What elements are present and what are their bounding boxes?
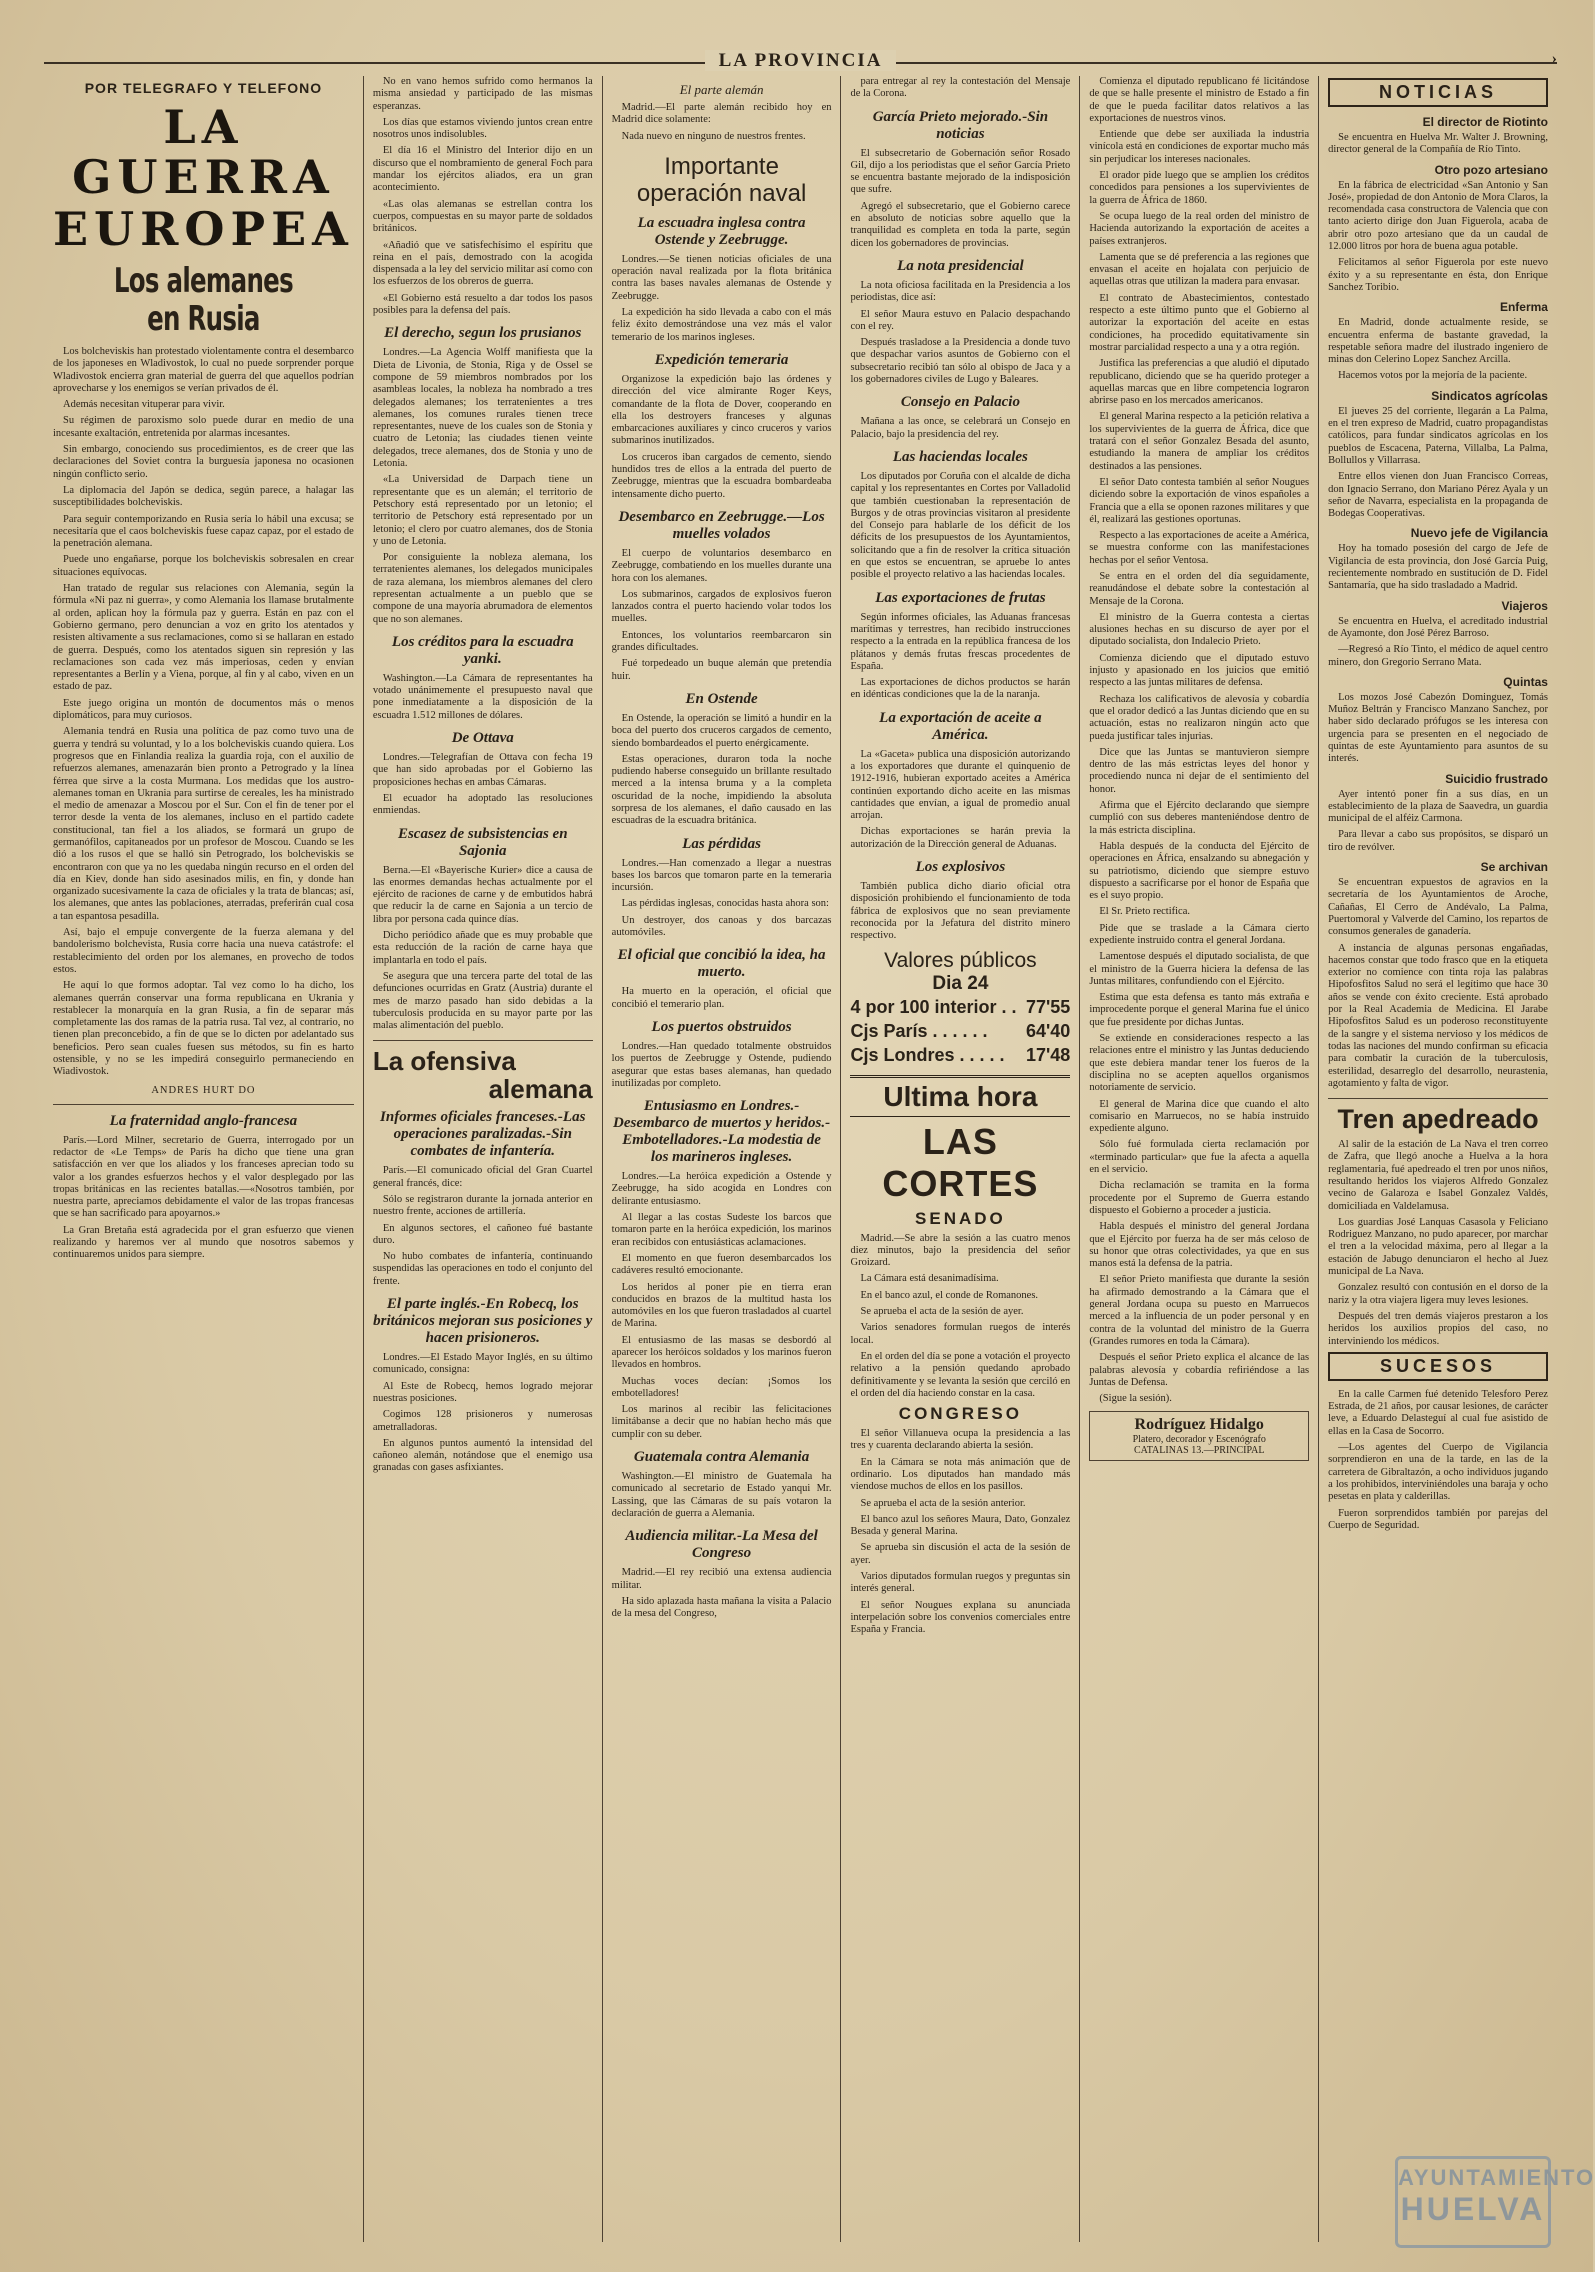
paragraph: El momento en que fueron desembarcados los cadáveres resultó emocionante. xyxy=(611,1252,832,1277)
paragraph: Al Este de Robecq, hemos logrado mejorar nuestras posiciones. xyxy=(372,1380,593,1404)
paragraph: Se extiende en consideraciones respecto a las relaciones entre el ministro y las Juntas deduciendo que este debiera mandar tener los fueros de la disciplina no se acepten aquellos organismos notoriamente de servicio. xyxy=(1089,1033,1310,1094)
paragraph: Rechaza los calificativos de alevosía y cobardía que el orador dedicó a las Juntas diciendo que en su actuación, estas no realizaron ningún acto que pueda justificar tales injurias. xyxy=(1089,693,1310,742)
paragraph: (Sigue la sesión). xyxy=(1099,1393,1172,1405)
paragraph: —Regresó a Río Tinto, el médico de aquel centro minero, don Gregorio Serrano Mata. xyxy=(1328,644,1548,668)
paragraph: Comienza diciendo que el diputado estuvo injusto y apasionado en los juicios que emitió respecto a las juntas militares de defensa. xyxy=(1089,652,1310,689)
article-heading: El oficial que concibió la idea, ha muerto. xyxy=(617,947,826,981)
columns xyxy=(44,76,1595,2242)
paragraph: El señor Maura estuvo en Palacio despachando con el rey. xyxy=(850,308,1071,332)
paragraph: Londres.—Han comenzado a llegar a nuestras bases los barcos que tomaron parte en la temeraria incursión. xyxy=(611,857,832,894)
paragraph: El subsecretario de Gobernación señor Rosado Gil, dijo a los periodistas que el señor García Prieto se encuentra bastante mejorado de la indisposición que sufre. xyxy=(850,147,1071,196)
paragraph: Los mozos José Cabezón Dominguez, Tomás Muñoz Beltrán y Francisco Manzano Sanchez, por haber sido declarado prófugos se les interesa con urgencia para se presenten en el negociado de quintas de este Ayuntamiento para asuntos de su interés. xyxy=(1328,691,1548,765)
article-heading: Las pérdidas xyxy=(682,835,761,852)
article-body xyxy=(373,752,593,817)
paragraph: «Las olas alemanas se estrellan contra los cuerpos, compuestas en su mayor parte de soldados británicos. xyxy=(372,198,593,235)
masthead xyxy=(44,48,1557,70)
paragraph: Fué torpedeado un buque alemán que pretendía huir. xyxy=(611,658,832,682)
article-body xyxy=(850,1233,1070,1401)
market-title: Valores públicos xyxy=(884,948,1037,972)
paragraph: París.—Lord Milner, secretario de Guerra, interrogado por un redactor de «Le Temps» de París ha dicho que tiene una gran satisfacción en ver que los aliados y los franceses aprecian todo su valor a los grandes esfuerzos hechos y el valor desplegado por las tropas británicas en las recientes batallas.—«Nosotros también, por nuestra parte, apreciamos debidamente el valor de las tropas francesas que se han sacrificado para apoyarnos.» xyxy=(53,1134,354,1220)
paragraph: Respecto a las exportaciones de aceite a América, se muestra conforme con las manifestaciones hechas por el señor Ventosa. xyxy=(1089,530,1310,566)
paragraph: Berna.—El «Bayerische Kurier» dice a causa de las enormes demandas hechas actualmente por el ejército de raciones de carne y de embutidos habrá que reducir la de carne en Sajonia a un tercio de libra por persona cada quince días. xyxy=(372,864,593,925)
paragraph: Se asegura que una tercera parte del total de las defunciones ocurridas en Gratz (Austria) durante el mes de marzo pasado han sido debidas a la tuberculosis producida en su mayor parte por las malas alimentación del pueblo. xyxy=(372,970,593,1032)
paragraph: Dice que las Juntas se mantuvieron siempre dentro de las más estrictas leyes del honor y procediendo nunca ni dejar de el sentimiento del honor. xyxy=(1089,746,1310,795)
article-body xyxy=(373,347,593,626)
article-heading: El parte inglés.-En Robecq, los británicos mejoran sus posiciones y hacen prisioneros. xyxy=(373,1296,593,1347)
paragraph: Así, bajo el empuje convergente de la fuerza alemana y del bandolerismo bolchevista, Rusia corre hacia una nueva catástrofe: el restablecimiento del orden por los alemanes, en provecho de todos estos. xyxy=(53,927,354,975)
column-2 xyxy=(364,76,603,2242)
article-body xyxy=(373,1165,593,1288)
paragraph: Londres.—Telegrafían de Ottava con fecha 19 que han sido aprobadas por el Gobierno las proposiciones hechas en ambas Cámaras. xyxy=(372,752,593,788)
paragraph: Se entra en el orden del día seguidamente, reanudándose el debate sobre la contestación al Mensaje de la Corona. xyxy=(1089,570,1310,607)
column-5 xyxy=(1080,76,1319,2242)
paragraph: Entre ellos vienen don Juan Francisco Correas, don Ignacio Serrano, don Mariano Pérez Ayala y un señor de Navarra, especialista en la propaganda de Bodegas Cooperativas. xyxy=(1328,471,1548,520)
article-body xyxy=(612,713,832,828)
divider xyxy=(1328,1098,1548,1099)
paragraph: Mañana a las once, se celebrará un Consejo en Palacio, bajo la presidencia del rey. xyxy=(850,416,1071,440)
paragraph: París.—El comunicado oficial del Gran Cuartel general francés, dice: xyxy=(372,1165,593,1189)
news-item-heading: Se archivan xyxy=(1480,860,1548,875)
paragraph: Madrid.—El parte alemán recibido hoy en Madrid dice solamente: xyxy=(611,102,832,126)
paragraph: Ayer intentó poner fin a sus días, en un establecimiento de la plaza de Saavedra, un guardia municipal de el alféiz Carmona. xyxy=(1328,788,1548,825)
article-body xyxy=(850,416,1070,441)
paragraph: Washington.—La Cámara de representantes ha votado unánimemente el presupuesto naval que pone inmediatamente a la disposición de la escuadra 1.512 millones de dólares. xyxy=(372,672,593,721)
article-heading: En Ostende xyxy=(685,690,758,707)
paragraph: En Ostende, la operación se limitó a hundir en la boca del puerto dos cruceros cargados de cemento, siendo bombardeados el puerto enérgicamente. xyxy=(611,712,832,749)
paragraph: Londres.—La Agencia Wolff manifiesta que la Dieta de Livonia, de Stonia, Riga y de Ossel se compone de 59 miembros nombrados por los asambleas locales, la nobleza ha nombrado a tres delegados alemanes; los terratenientes a tres alemanes, los comunes rurales tienen trece representantes, nueve de los cuales son de Stonia y cuatro de Letonia; las ciudades tienen veinte delegados, trece alemanes, dos de Stonia y uno de Letonia. xyxy=(372,347,593,470)
quote-value: 17'48 xyxy=(1025,1044,1071,1065)
headline-line-2: EUROPEA xyxy=(53,202,354,256)
article-heading: García Prieto mejorado.-Sin noticias xyxy=(872,108,1049,142)
paragraph: El contrato de Abastecimientos, contestado respecto a este último punto que el Gobierno al autorizar la exportación del aceite en estas condiciones, ha procedido equitativamente sin mostrar parcialidad respecto a una y a otra región. xyxy=(1089,292,1310,353)
paragraph: Pide que se traslade a la Cámara cierto expediente instruido contra el general Jordana. xyxy=(1089,922,1310,946)
paragraph: Se encuentran expuestos de agravios en la secretaría de los Ayuntamientos de Aroche, Cañañas, El Cerro de Andévalo, La Palma, Puertomoral y Valverde del Camino, los repartos de consumos generales de ganadería. xyxy=(1328,877,1548,938)
column-4 xyxy=(841,76,1080,2242)
paragraph: El señor Dato contesta también al señor Nougues diciendo sobre la exportación de vinos españoles a Francia que a ella se oponen razones militares y que él, realizará las gestiones oportunas. xyxy=(1089,476,1310,525)
paragraph: Estima que esta defensa es tanto más extraña e improcedente porque el general Marina fue el único que fue presidente por dichas Juntas. xyxy=(1089,992,1310,1028)
article-heading: Guatemala contra Alemania xyxy=(633,1449,810,1466)
paragraph: Se aprueba sin discusión el acta de la sesión de ayer. xyxy=(850,1542,1071,1566)
quote-row xyxy=(850,1019,1070,1043)
article-body xyxy=(850,148,1070,250)
section-headline: Tren apedreado xyxy=(1337,1104,1539,1135)
paragraph: Este juego origina un montón de documentos más o menos diplomáticos, para muy curiosos. xyxy=(53,697,354,722)
article-heading: Los puertos obstruidos xyxy=(651,1018,792,1035)
stamp-line-1: AYUNTAMIENTO xyxy=(1398,2165,1595,2190)
headline-line-1: LA GUERRA xyxy=(72,100,335,204)
article-heading: Las exportaciones de frutas xyxy=(875,589,1046,606)
paragraph: Madrid.—Se abre la sesión a las cuatro menos diez minutos, bajo la presidencia del señor Groizard. xyxy=(850,1232,1071,1269)
paragraph: El banco azul los señores Maura, Dato, Gonzalez Besada y general Marina. xyxy=(850,1513,1071,1538)
paragraph: No en vano hemos sufrido como hermanos la misma ansiedad y participado de las mismas esperanzas. xyxy=(372,76,593,112)
article-heading: Audiencia militar.-La Mesa del Congreso xyxy=(625,1528,818,1562)
article-body xyxy=(850,749,1070,851)
senate-heading: SENADO xyxy=(915,1208,1006,1228)
column-6 xyxy=(1319,76,1595,2242)
column-3 xyxy=(603,76,842,2242)
news-item-heading: Nuevo jefe de Vigilancia xyxy=(1410,526,1548,541)
article-heading: El derecho, segun los prusianos xyxy=(384,325,582,342)
news-item-heading: Enferma xyxy=(1499,300,1548,315)
paragraph: Hacemos votos por la mejoría de la paciente. xyxy=(1338,370,1528,382)
article-heading: La nota presidencial xyxy=(897,257,1024,274)
paragraph: Los diputados por Coruña con el alcalde de dicha capital y los representantes en Cortes por Valladolid que también cuestionaban la representación de Burgos y de otras provincias visitaron al presidente del Consejo para hablarle de los déficit de los déficits de los presupuestos de los Ayuntamientos, solicitando que a fin de resolver la crítica situación en que estos se encuentran, se apruebe lo antes posible el proyecto relativo a las haciendas locales. xyxy=(850,470,1071,581)
article-body xyxy=(612,1567,832,1620)
paragraph: Alemania tendrá en Rusia una política de paz como tuvo una de guerra y tendrá su voluntad, y lo a los bolcheviskis cuando quiera. Los progresos que en Finlandia realiza la guardia roja, con el auxilio de refuerzos alemanes, amenazarán bien pronto a Petrogrado y la línea férrea que sirve a la costa Murmana. Los medidas que los austro-alemanes toman en Ukrania para surtirse de cereales, les ha ministrado el medio de amenazar a Moscou por el Sur. Con el fin de tener por el terror desde la venta de los alemanes, incluso en el partido cadete constitucional, tan fiel a los aliados, se formará un grupo de germanófilos, capitaneados por un profesor de Moscou. Cuando se les dió a los rusos el que se halló sin Petrogrado, los bolcheviskis se encontraron con que ya no les quedaba ningún recurso en el orden del día en Kiev, donde han sido asesinados milis, en fin, y donde han organizado sucesivamente la caza de oficiales y la trata de blancas; así, los alemanes, que antes las poblaciones, aterradas, preferirán cual cosa a tan espantosa pesadilla. xyxy=(53,726,354,922)
paragraph: El general de Marina dice que cuando el alto comisario en Marruecos, no se había instruido expediente alguno. xyxy=(1089,1098,1310,1135)
article-body xyxy=(850,280,1070,386)
article-heading: La escuadra inglesa contra Ostende y Zeebrugge. xyxy=(637,214,806,248)
article-heading: De Ottava xyxy=(451,730,514,747)
paragraph: Puede uno engañarse, porque los bolcheviskis sobresalen en crear situaciones equívocas. xyxy=(53,554,354,578)
section-headline: Importante operación naval xyxy=(636,152,807,207)
paragraph: Madrid.—El rey recibió una extensa audiencia militar. xyxy=(611,1567,832,1591)
article-body xyxy=(53,346,354,1079)
paragraph: La expedición ha sido llevada a cabo con el más feliz éxito demostrándose una vez más el valor temerario de los marinos ingleses. xyxy=(611,307,832,343)
article-heading: Informes oficiales franceses.-Las operaciones paralizadas.-Sin combates de infantería. xyxy=(380,1109,586,1160)
article-heading: La fraternidad anglo-francesa xyxy=(109,1112,298,1129)
paragraph: Ha sido aplazada hasta mañana la visita a Palacio de la mesa del Congreso, xyxy=(611,1595,832,1620)
article-body xyxy=(612,374,832,501)
advertisement xyxy=(1089,1411,1309,1461)
article-body xyxy=(612,1041,832,1090)
article-body xyxy=(373,865,593,1033)
paragraph: Habla después de la conducta del Ejército de operaciones en África, ensalzando su abnegación y su patriotismo, diciendo que siempre estuvo dispuesto a sacrificarse por el honor de España que es el suyo propio. xyxy=(1089,840,1310,902)
paragraph: Londres.—El Estado Mayor Inglés, en su último comunicado, consigna: xyxy=(372,1352,593,1376)
article-heading: Los créditos para la escuadra yanki. xyxy=(391,633,574,667)
article-heading: Las haciendas locales xyxy=(892,448,1028,465)
paragraph: Cogimos 128 prisioneros y numerosas ametralladoras. xyxy=(372,1409,593,1433)
paragraph: En algunos puntos aumentó la intensidad del cañoneo alemán, notándose que el enemigo usa granadas con gases asfixiantes. xyxy=(372,1437,593,1474)
market-quotes xyxy=(850,949,1070,1067)
quote-row xyxy=(850,1043,1070,1067)
article-body xyxy=(373,1352,593,1475)
article-heading: El parte alemán xyxy=(679,82,764,97)
paragraph: Su régimen de paroxismo solo puede durar en medio de una incesante exaltación, entretenida por alarmas incesantes. xyxy=(53,415,354,439)
article-heading: Escasez de subsistencias en Sajonia xyxy=(397,825,568,859)
paragraph: Por consiguiente la nobleza alemana, los terratenientes alemanes, los delegados municipales de raza alemana, los miembros alemanes del clero representan actualmente a un pueblo que se compone de una mayoría abrumadora de elementos que no son alemanes. xyxy=(372,552,593,625)
news-item-heading: Otro pozo artesiano xyxy=(1434,162,1548,177)
paragraph: Para seguir contemporizando en Rusia sería lo hábil una excusa; se necesitaría que el caos bolcheviskis fuese capaz capaz, por el estado de la penetración alemana. xyxy=(53,513,354,550)
article-heading: Expedición temeraria xyxy=(654,351,789,368)
page-mark: › xyxy=(1551,50,1557,67)
paragraph: Los días que estamos viviendo juntos crean entre nosotros unos indisolubles. xyxy=(372,116,593,141)
column-1 xyxy=(44,76,364,2242)
article-body xyxy=(850,612,1070,702)
paragraph: Gonzalez resultó con contusión en el dorso de la nariz y la otra viajera ligera muy leves lesiones. xyxy=(1328,1282,1548,1306)
article-body xyxy=(612,1171,832,1441)
article-body xyxy=(850,881,1070,942)
stamp-line-2: HUELVA xyxy=(1400,2191,1546,2227)
archive-stamp xyxy=(1395,2156,1595,2248)
paragraph: El señor Prieto manifiesta que durante la sesión ha afirmado demostrando a la Cámara que el general Jordana ocupa su puesto en Marruecos merced a la influencia de un poder personal y en contra de la voluntad del ministro de la Guerra (Grandes rumores en toda la Cámara). xyxy=(1089,1274,1310,1347)
paragraph: Habla después el ministro del general Jordana que el Ejército por fuerza ha de ser más celoso de su honor que otras colectividades, ya que en sus manos está la defensa de la patria. xyxy=(1089,1221,1310,1270)
quote-row xyxy=(850,995,1070,1019)
paragraph: En algunos sectores, el cañoneo fué bastante duro. xyxy=(372,1222,593,1246)
paragraph: Lamenta que se dé preferencia a las regiones que envasan el aceite en hojalata con perjuicio de aquellas otras que utilizan la madera para envasar. xyxy=(1089,251,1310,288)
paragraph: Han tratado de regular sus relaciones con Alemania, según la fórmula «Ni paz ni guerra», y como Alemania los llamase brutalmente al orden, aplican hoy la fórmula paz y guerra. Están en paz con el Gobierno germano, pero denuncian a voz en grito los atentados y resisten altivamente a sus reclamaciones, como si se hallaran en estado de guerra. Después, como los atentados siguen sin represión y las reclamaciones son cada vez más imperiosas, ceden y envían representantes a Berlín y a Viena, porque, al fin y al cabo, viven en un estado de paz. xyxy=(53,583,354,693)
article-title: Los alemanes en Rusia xyxy=(113,261,293,339)
paragraph: Los marinos al recibir las felicitaciones limitábanse a decir que no habían hecho más que cumplir con su deber. xyxy=(611,1404,832,1440)
news-item-heading: Suicidio frustrado xyxy=(1445,771,1548,786)
paragraph: Afirma que el Ejército declarando que siempre cumplió con sus deberes manteniéndose dentro de la más estricta disciplina. xyxy=(1089,800,1310,836)
paragraph: «La Universidad de Darpach tiene un representante que es un alemán; el territorio de Petschory está representado por un letonio; el territorio de Petschory está representado por un letonio; el clero por cuatro alemanes, dos de Stonia y uno de Letonia. xyxy=(372,474,593,547)
paragraph: Sólo fué formulada cierta reclamación por «terminado particular» que fue la afecta a aquella en el servicio. xyxy=(1089,1139,1310,1176)
quote-label: Cjs Londres . . . . . xyxy=(850,1044,1005,1065)
paragraph: Lamentose después el diputado socialista, de que el ministro de la Guerra hiciera la defensa de las Juntas militares, confundiendo con el Ejército. xyxy=(1089,951,1310,987)
paragraph: Estas operaciones, duraron toda la noche pudiendo haberse conseguido un brillante resultado merced a la intensa bruma y a la completa oscuridad de la noche, impidiendo la absoluta sorpresa de los alemanes, el daño causado en las escuadras de la escuadra británica. xyxy=(611,753,832,827)
article-body xyxy=(1089,76,1309,1405)
paragraph: Además necesitan vituperar para vivir. xyxy=(63,399,225,411)
paragraph: La «Gaceta» publica una disposición autorizando a los exportadores que durante el quinquenio de 1912-1916, hubieran exportado aceites a América continúen exportando dicho aceite en las mismas cantidades que envían, a igual de promedio anual arrojan. xyxy=(850,748,1071,822)
paragraph: Varios diputados formulan ruegos y preguntas sin interés general. xyxy=(850,1571,1071,1595)
paragraph: Agregó el subsecretario, que el Gobierno carece en absoluto de noticias sobre aquello que la tranquilidad es completa en toda la parte, según dicen los gobernadores de provincias. xyxy=(850,200,1071,249)
paragraph: La nota oficiosa facilitada en la Presidencia a los periodistas, dice así: xyxy=(850,279,1071,304)
paragraph: He aquí lo que formos adoptar. Tal vez como lo ha dicho, los alemanes querrán conservar una forma republicana en Ukrania y restablecer la monarquía en la gran Rusia, a fin de separar más completamente las dos ramas de la patria rusa. Tal vez, al contrario, no tienen plan preconcebido, a fin de que se lo dicten por adelantado sus beneficios. Pero sean cuales fuesen sus métodos, su fin es harto ostensible, y no se les impedirá conseguirlo permaneciendo en Wiadivostok. xyxy=(53,980,354,1078)
paragraph: Londres.—Han quedado totalmente obstruidos los puertos de Zeebrugge y Ostende, pudiendo asegurar que estas bases alemanas, han quedado inutilizadas por completo. xyxy=(611,1040,832,1089)
paragraph: Se aprueba el acta de la sesión anterior. xyxy=(860,1497,1026,1509)
paragraph: Justifica las preferencias a que aludió el diputado republicano, diciendo que se ha querido proteger a aquellas marcas que en libre competencia lograron abrirse paso en los mercados americanos. xyxy=(1089,358,1310,407)
article-body xyxy=(53,1135,354,1262)
sucesos-title: SUCESOS xyxy=(1328,1352,1548,1381)
article-body xyxy=(850,1428,1070,1636)
section-headline: La ofensiva xyxy=(372,1046,516,1077)
paragraph: Nada nuevo en ninguno de nuestros frentes. xyxy=(621,130,806,142)
news-item-heading: Quintas xyxy=(1503,674,1548,689)
paragraph: En la calle Carmen fué detenido Telesforo Perez Estrada, de 21 años, por causar lesiones, de carácter leve, a Eduardo Delasteguí al cual fue asistido de ellas en la Casa de Socorro. xyxy=(1328,1388,1548,1437)
paragraph: En la Cámara se nota más animación que de ordinario. Los diputados han mandado más viendose muchos de ellos en los pasillos. xyxy=(850,1456,1071,1493)
paragraph: El ecuador ha adoptado las resoluciones enmiendas. xyxy=(372,792,593,817)
author-signature: ANDRES HURT DO xyxy=(151,1084,256,1096)
article-body xyxy=(612,102,832,143)
paragraph: El señor Nougues explana su anunciada interpelación sobre los convenios comerciales entre España y Francia. xyxy=(850,1599,1071,1636)
paragraph: Londres.—Se tienen noticias oficiales de una operación naval realizada por la flota británica contra las bases navales alemanas de Ostende y Zeebrugge. xyxy=(611,253,832,302)
paragraph: También publica dicho diario oficial otra disposición prohibiendo el funcionamiento de toda fábrica de explosivos que no sean previamente reconocida por la Jefatura del distrito minero respectivo. xyxy=(850,881,1071,942)
article-body xyxy=(373,673,593,722)
paragraph: En el banco azul, el conde de Romanones. xyxy=(860,1289,1039,1301)
article-heading: Desembarco en Zeebrugge.—Los muelles volados xyxy=(618,508,825,542)
paragraph: Sólo se registraron durante la jornada anterior en nuestro frente, acciones de artillería. xyxy=(372,1194,593,1218)
paragraph: Washington.—El ministro de Guatemala ha comunicado al secretario de Estado yanqui Mr. Lassing, que las Cámaras de su país votaron la declaración de guerra a Alemania. xyxy=(611,1471,832,1519)
paragraph: Dicha reclamación se tramita en la forma procedente por el Supremo de Guerra estando dispuesto el Gobierno a proceder a justicia. xyxy=(1089,1180,1310,1216)
paragraph: La diplomacia del Japón se dedica, según parece, a halagar las susceptibilidades bolcheviskis. xyxy=(53,484,354,509)
cortes-headline: LAS CORTES xyxy=(882,1120,1039,1204)
paragraph: Sin embargo, conociendo sus procedimientos, es de creer que las declaraciones del Soviet contra la burguesía japonesa no ocasionen ningún conflicto serio. xyxy=(53,444,354,480)
paragraph: El jueves 25 del corriente, llegarán a La Palma, en el tren expreso de Madrid, cuatro propagandistas católicos, para fundar sindicatos agrícolas en los pueblos de Escacena, Paterna, Villalba, La Palma, Bollullos y Villarrasa. xyxy=(1328,405,1548,466)
paragraph: En Madrid, donde actualmente reside, se encuentra enferma de bastante gravedad, la respetable señora madre del ilustrado ingeniero de minas don Celerino Lopez Sanchez Arcilla. xyxy=(1328,317,1548,366)
paragraph: Al llegar a las costas Sudeste los barcos que tomaron parte en la heróica expedición, los marinos eran recibidos con entusiásticas aclamaciones. xyxy=(611,1212,832,1248)
paragraph: Se encuentra en Huelva Mr. Walter J. Browning, director general de la Compañía de Río Tinto. xyxy=(1328,132,1548,156)
paragraph: A instancia de algunas personas engañadas, hacemos constar que todo frasco que en la etiqueta exterior no comience con tinta roja las palabras Hipofosfitos Salud no será el legítimo que hace 30 años se vende con éxito creciente. Está aprobado por la Real Academia de Medicina. El Jarabe Hipofosfitos Salud es un poderoso reconstituyente de la sangre y el sistema nervioso y los médicos de todas las naciones del mundo confirman su eficacia para combatir la curación de la tuberculosis, esterilidad, desarreglo del desarrollo, neurastenia, agotamiento y falta de vigor. xyxy=(1328,942,1548,1089)
article-heading: Entusiasmo en Londres.-Desembarco de muertos y heridos.-Embotelladores.-La modestia de los marineros ingleses. xyxy=(613,1098,831,1166)
article-heading: Los explosivos xyxy=(915,859,1006,876)
section-headline-2: alemana xyxy=(488,1074,593,1105)
paragraph: Se encuentra en Huelva, el acreditado industrial de Ayamonte, don José Pérez Barroso. xyxy=(1328,615,1548,639)
paragraph: No hubo combates de infantería, continuando suspendidas las operaciones en todo el conjunto del frente. xyxy=(372,1251,593,1287)
paragraph: Muchas voces decían: ¡Somos los embotelladores! xyxy=(611,1375,832,1399)
article-body xyxy=(373,76,593,317)
paragraph: —Los agentes del Cuerpo de Vigilancia sorprendieron en una de la tarde, en las de la carretera de Gibraltazón, a ocho individuos jugando a los prohibidos, interviniéndoles una baraja y ocho pesetas en plata y calderillas. xyxy=(1328,1442,1548,1503)
news-item-heading: El director de Riotinto xyxy=(1422,115,1548,129)
paragraph: Después trasladose a la Presidencia a donde tuvo que despachar varios asuntos de Gobierno con el subsecretario recibió tan sólo al obispo de Jaca y a los gobernadores civiles de Lugo y Baleares. xyxy=(850,337,1071,386)
ad-name: Rodríguez Hidalgo xyxy=(1134,1416,1264,1434)
paragraph: Comienza el diputado republicano fé licitándose de que se halle presente el ministro de Estado a fin de que le pueda facilitar datos relativos a las exportaciones de nuestros vinos. xyxy=(1089,76,1310,124)
quote-value: 64'40 xyxy=(1025,1020,1071,1041)
divider xyxy=(53,1104,354,1105)
paragraph: El día 16 el Ministro del Interior dijo en un discurso que el nombramiento de general Foch para mandar los ejércitos aliados, era un gran acontecimiento. xyxy=(372,145,593,194)
paragraph: «El Gobierno está resuelto a dar todos los pasos posibles para la defensa del país. xyxy=(372,292,593,317)
paragraph: Organizose la expedición bajo las órdenes y dirección del vice almirante Roger Keys, comandante de la flota de Dover, cooperando en ella los destroyers franceses y algunas embarcaciones auxiliares y cinco cruceros y varios submarinos inutilizados. xyxy=(611,373,832,447)
paragraph: Los submarinos, cargados de explosivos fueron lanzados contra el puerto haciendo volar todos los muelles. xyxy=(611,588,832,625)
last-hour-banner: Ultima hora xyxy=(850,1075,1070,1117)
article-body xyxy=(850,471,1070,582)
paragraph: Las exportaciones de dichos productos se harán en idénticas condiciones que la de la naranja. xyxy=(850,677,1071,701)
news-item-heading: Sindicatos agrícolas xyxy=(1431,388,1548,403)
article-heading: Consejo en Palacio xyxy=(900,394,1020,411)
quote-label: Cjs París . . . . . . xyxy=(850,1020,988,1041)
paragraph: Hoy ha tomado posesión del cargo de Jefe de Vigilancia de esta provincia, don José García Puig, recientemente nombrado en sustitución de D. Fidel Santamaría, que ha sido trasladado a Madrid. xyxy=(1328,543,1548,592)
newspaper-name: LA PROVINCIA xyxy=(705,50,897,71)
paragraph: El Sr. Prieto rectifica. xyxy=(1099,906,1190,918)
paragraph: para entregar al rey la contestación del Mensaje de la Corona. xyxy=(850,76,1071,100)
article-body xyxy=(850,76,1070,101)
market-date: Dia 24 xyxy=(932,972,989,994)
paragraph: Varios senadores formulan ruegos de interés local. xyxy=(850,1322,1071,1346)
paragraph: Dicho periódico añade que es muy probable que esta reducción de la ración de carne haya que implantarla en todo el país. xyxy=(372,930,593,966)
paragraph: Los heridos al poner pie en tierra eran conducidos en brazos de la multitud hasta los automóviles en los que fueron trasladados al cuartel de Marina. xyxy=(611,1281,832,1330)
ad-address: CATALINAS 13.—PRINCIPAL xyxy=(1133,1445,1265,1457)
news-item-heading: Viajeros xyxy=(1501,598,1548,613)
paragraph: Entiende que debe ser auxiliada la industria vinícola está en condiciones de exportar mucho más sin perjudicar los intereses nacionales. xyxy=(1089,129,1310,165)
article-body xyxy=(612,1471,832,1520)
article-heading: La exportación de aceite a América. xyxy=(879,709,1042,743)
paragraph: Se aprueba el acta de la sesión de ayer. xyxy=(860,1306,1024,1318)
divider xyxy=(373,1040,593,1041)
paragraph: Se ocupa luego de la real orden del ministro de Hacienda autorizando la exportación de aceites a países extranjeros. xyxy=(1089,210,1310,247)
paragraph: Fueron sorprendidos también por parejas del Cuerpo de Seguridad. xyxy=(1328,1507,1548,1531)
paragraph: El ministro de la Guerra contesta a ciertas alusiones hechas en su discurso de ayer por el diputado socialista, don Indalecio Prieto. xyxy=(1089,611,1310,648)
article-body xyxy=(1328,1389,1548,1532)
paragraph: Felicitamos al señor Figuerola por este nuevo éxito y a su representante en ésta, don Enrique Sanchez Toribio. xyxy=(1328,257,1548,293)
paragraph: Los guardias José Lanquas Casasola y Feliciano Rodriguez Manzano, no pudo aparecer, por marchar el tren a la velocidad máxima, pero al llegar a la estación de Jabugo denunciaron el hecho al Juez municipal de La Nava. xyxy=(1328,1216,1548,1278)
paragraph: Los cruceros iban cargados de cemento, siendo hundidos tres de ellos a la entrada del puerto de Zeebrugge, mientras que la escuadra bombardeaba intensamente dicho puerto. xyxy=(611,451,832,500)
paragraph: «Añadió que ve satisfechísimo el espíritu que reina en el país, demostrado con la acogida dispensada a la ley del servicio militar así como con los esfuerzos de los obreros de guerra. xyxy=(372,239,593,288)
paragraph: El cuerpo de voluntarios desembarco en Zeebrugge, combatiendo en los muelles durante una hora con los alemanes. xyxy=(611,547,832,584)
paragraph: Londres.—La heróica expedición a Ostende y Zeebrugge, ha sido acogida en Londres con delirante entusiasmo. xyxy=(611,1171,832,1207)
article-body xyxy=(1328,1139,1548,1348)
paragraph: El orador pide luego que se amplien los créditos concedidos para pensiones a los supervivientes de la guerra de África de 1860. xyxy=(1089,170,1310,206)
news-items xyxy=(1328,115,1548,1090)
paragraph: Para llevar a cabo sus propósitos, se disparó un tiro de revólver. xyxy=(1328,829,1548,853)
paragraph: Después el señor Prieto explica el alcance de las palabras alevosía y cobardía refiriéndose a las Juntas de Defensa. xyxy=(1089,1352,1310,1388)
paragraph: Al salir de la estación de La Nava el tren correo de Zafra, que llegó anoche a Huelva a la hora reglamentaria, fué apedreado el tren por unos niños, resultando heridos los viajeros Alfredo Gonzalez vecino de Galaroza e Isabel Gonzalez Valdés, domiciliada en Valdelamusa. xyxy=(1328,1139,1548,1212)
paragraph: En el orden del día se pone a votación el proyecto relativo a la pensión quedando aprobado definitivamente y se levanta la sesión que cerciló en el orden del día haciendo constar en la casa. xyxy=(850,1350,1071,1399)
paragraph: La Gran Bretaña está agradecida por el gran esfuerzo que vienen realizando y haremos ver al mundo que nosotros sabemos y continuaremos unidos para siempre. xyxy=(53,1224,354,1261)
quote-value: 77'55 xyxy=(1025,996,1071,1017)
paragraph: El entusiasmo de las masas se desbordó al aparecer los heróicos soldados y los marinos fueron llevados en hombros. xyxy=(611,1334,832,1371)
paragraph: Después del tren demás viajeros prestaron a los heridos los auxilios propios del caso, no interviniendo los médicos. xyxy=(1328,1310,1548,1347)
paragraph: Un destroyer, dos canoas y dos barcazas automóviles. xyxy=(611,914,832,939)
paragraph: Según informes oficiales, las Aduanas francesas marítimas y terrestres, han recibido instrucciones respecto a la entrada en la república francesa de los plátanos y demás frutas frescas procedentes de España. xyxy=(850,611,1071,672)
paragraph: Las pérdidas inglesas, conocidas hasta ahora son: xyxy=(621,898,829,910)
article-body xyxy=(612,254,832,344)
paragraph: Entonces, los voluntarios reembarcaron sin grandes dificultades. xyxy=(611,629,832,654)
paragraph: Ha muerto en la operación, el oficial que concibió el temerario plan. xyxy=(611,986,832,1010)
paragraph: Dichas exportaciones se harán previa la autorización de la Dirección general de Aduanas. xyxy=(850,826,1071,850)
ad-subtitle: Platero, decorador y Escenógrafo xyxy=(1132,1434,1266,1446)
paragraph: En la fábrica de electricidad «San Antonio y San José», propiedad de don Antonio de Mora Claros, la recomendada casa constructora de Valencia que con tanto acierto dirige don Juan Figuerola, acaba de abrir otro pozo artesiano que da un caudal de 12.000 litros por hora de buena agua potable. xyxy=(1328,179,1548,253)
news-box-title: NOTICIAS xyxy=(1328,78,1548,107)
paragraph: El señor Villanueva ocupa la presidencia a las tres y cuarenta declarando abierta la sesión. xyxy=(850,1428,1071,1452)
paragraph: La Cámara está desanimadísima. xyxy=(860,1273,999,1285)
paragraph: Los bolcheviskis han protestado violentamente contra el desembarco de los japoneses en Wladivostok, lo cual no puede sorprender porque Wladivostok encierra gran material de guerra del que aquellos podrían aprovecharse y los enemigos se verían privados de él. xyxy=(53,346,354,394)
paragraph: El general Marina respecto a la petición relativa a los supervivientes de la guerra de África, dice que tratará con el señor Gonzalez Besada del asunto, estudiando la manera de ampliar los créditos destinados a las pensiones. xyxy=(1089,411,1310,472)
article-body xyxy=(612,548,832,683)
market-rows xyxy=(850,995,1070,1067)
article-body xyxy=(612,986,832,1011)
section-kicker: POR TELEGRAFO Y TELEFONO xyxy=(84,80,323,96)
congress-heading: CONGRESO xyxy=(898,1404,1022,1424)
article-body xyxy=(612,858,832,940)
quote-label: 4 por 100 interior . . xyxy=(850,996,1017,1017)
